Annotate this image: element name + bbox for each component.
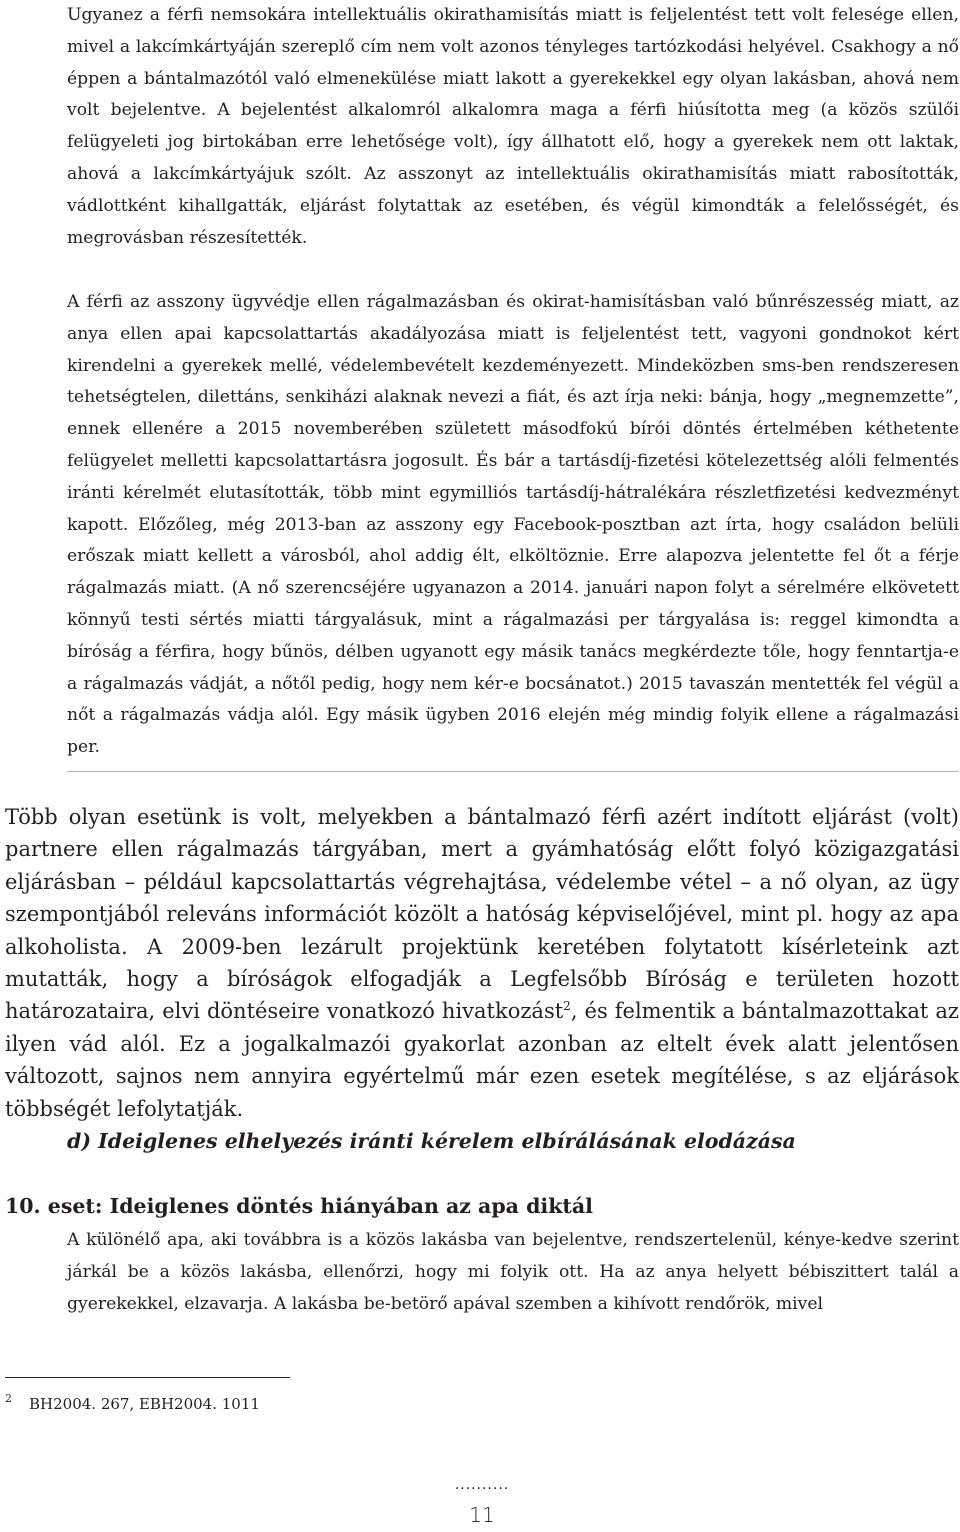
footnote-reference: 2 xyxy=(563,999,571,1014)
main-text-after-ref: , és felmentik a bántalmazottakat az ilyen vád alól. Ez a jogalkalmazói gyakorlat azonban az eltelt évek alatt jelentősen változott, sajnos nem annyira egyértelmű már ezen esetek megítélése, s az eljárások többségét lefolytatják. xyxy=(5,999,959,1121)
page-number: 11 xyxy=(469,1503,495,1527)
case-paragraph-2: A férfi az asszony ügyvédje ellen rágalmazásban és okirat-hamisításban való bűnrészesség miatt, az anya ellen apai kapcsolattartás akadályozása miatt is feljelentést tett, vagyoni gondnokot kért kirendelni a gyerekek mellé, védelembevételt kezdeményezett. Mindeközben sms-ben rendszeresen tehetségtelen, dilettáns, senkiházi alaknak nevezi a fiát, és azt írja neki: bánja, hogy „megnemzette”, ennek ellenére a 2015 novemberében született másodfokú bírói döntés értelmében kéthetente felügyelet melletti kapcsolattartásra jogosult. És bár a tartásdíj-fizetési kötelezettség alóli felmentés iránti kérelmét elutasították, több mint egymilliós tartásdíj-hátralékára részletfizetési kedvezményt kapott. Előzőleg, még 2013-ban az asszony egy Facebook-posztban azt írta, hogy családon belüli erőszak miatt kellett a városból, ahol addig élt, elköltöznie. Erre alapozva jelentette fel őt a férje rágalmazás miatt. (A nő szerencséjére ugyanazon a 2014. januári napon folyt a sérelmére elkövetett könnyű testi sértés miatti tárgyalásuk, mint a rágalmazási per tárgyalása is: reggel kimondta a bíróság a férfira, hogy bűnös, délben ugyanott egy másik tanács megkérdezte tőle, hogy fenntartja-e a rágalmazás vádját, a nőtől pedig, hogy nem kér-e bocsánatot.) 2015 tavaszán mentették fel végül a nőt a rágalmazás vádja alól. Egy másik ügyben 2016 elején még mindig folyik ellene a rágalmazási per. xyxy=(67,292,959,758)
main-paragraph xyxy=(5,801,959,1125)
case-paragraph-1: Ugyanez a férfi nemsokára intellektuális okirathamisítás miatt is feljelentést tett volt felesége ellen, mivel a lakcímkártyáján szereplő cím nem volt azonos tényleges tartózkodási helyével. Csakhogy a nő éppen a bántalmazótól való elmenekülése miatt lakott a gyerekekkel egy olyan lakásban, ahová nem volt bejelentve. A bejelentést alkalomról alkalomra maga a férfi hiúsította meg (a közös szülői felügyeleti jog birtokában erre lehetősége volt), így állhatott elő, hogy a gyerekek nem ott laktak, ahová a lakcímkártyájuk szólt. Az asszonyt az intellektuális okirathamisítás miatt rabosították, vádlottként kihallgatták, eljárást folytattak az esetében, és végül kimondták a felelősségét, és megrovásban részesítették. xyxy=(67,5,959,248)
footnote-number: 2 xyxy=(5,1392,12,1405)
main-text-before-ref: Több olyan esetünk is volt, melyekben a bántalmazó férfi azért indított eljárást (volt) partnere ellen rágalmazás tárgyában, mert a gyámhatóság előtt folyó közigazgatási eljárásban – például kapcsolattartás végrehajtása, védelembe vétel – a nő olyan, az ügy szempontjából releváns információt közölt a hatóság képviselőjével, mint pl. hogy az apa alkoholista. A 2009-ben lezárult projektünk keretében folytatott kísérleteink azt mutatták, hogy a bíróságok elfogadják a Legfelsőbb Bíróság e területen hozott határozataira, elvi döntéseire vonatkozó hivatkozást xyxy=(5,805,959,1024)
footnote-text: BH2004. 267, EBH2004. 1011 xyxy=(29,1395,260,1413)
footnote-divider xyxy=(5,1377,290,1378)
case-10-paragraph: A különélő apa, aki továbbra is a közös lakásba van bejelentve, rendszertelenül, kénye-kedve szerint járkál be a közös lakásba, ellenőrzi, hogy mi folyik ott. Ha az anya helyett bébiszittert talál a gyerekekkel, elzavarja. A lakásba be-betörő apával szemben a kihívott rendőrök, mivel xyxy=(67,1230,959,1314)
footnote xyxy=(5,1390,260,1418)
section-heading: d) Ideiglenes elhelyezés iránti kérelem elbírálásának elodázása xyxy=(67,1129,796,1153)
page-number-dots: .......... xyxy=(454,1477,510,1493)
case-title: 10. eset: Ideiglenes döntés hiányában az apa diktál xyxy=(5,1194,593,1218)
case-box-divider xyxy=(67,771,959,772)
